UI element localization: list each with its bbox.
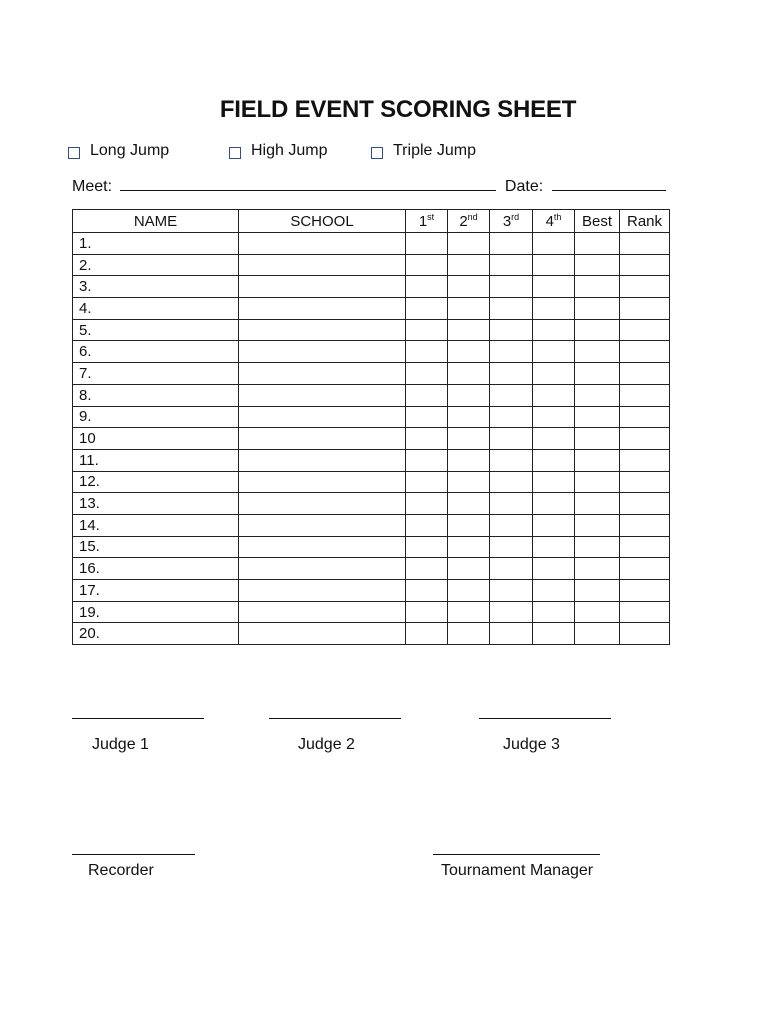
attempt-4-cell[interactable]: [533, 363, 575, 385]
attempt-3-cell[interactable]: [490, 428, 533, 450]
attempt-1-cell[interactable]: [406, 449, 448, 471]
attempt-4-cell[interactable]: [533, 341, 575, 363]
attempt-1-cell[interactable]: [406, 254, 448, 276]
attempt-4-cell[interactable]: [533, 449, 575, 471]
attempt-2-cell[interactable]: [448, 580, 490, 602]
attempt-2-cell[interactable]: [448, 319, 490, 341]
table-row: [73, 536, 670, 558]
school-cell[interactable]: [239, 514, 406, 536]
best-cell[interactable]: [575, 298, 620, 320]
attempt-4-cell[interactable]: [533, 384, 575, 406]
attempt-2-cell[interactable]: [448, 341, 490, 363]
table-row: [73, 341, 670, 363]
row-number: 13.: [73, 493, 239, 515]
table-row: [73, 276, 670, 298]
row-number: 11.: [73, 449, 239, 471]
attempt-4-cell[interactable]: [533, 580, 575, 602]
best-cell[interactable]: [575, 363, 620, 385]
rank-cell[interactable]: [620, 233, 670, 255]
school-cell[interactable]: [239, 449, 406, 471]
attempt-1-cell[interactable]: [406, 536, 448, 558]
rank-cell[interactable]: [620, 384, 670, 406]
rank-cell[interactable]: [620, 493, 670, 515]
attempt-3-cell[interactable]: [490, 341, 533, 363]
attempt-4-cell[interactable]: [533, 276, 575, 298]
row-number: 9.: [73, 406, 239, 428]
school-cell[interactable]: [239, 276, 406, 298]
attempt-2-cell[interactable]: [448, 601, 490, 623]
table-row: [73, 471, 670, 493]
rank-cell[interactable]: [620, 514, 670, 536]
table-row: [73, 580, 670, 602]
attempt-3-cell[interactable]: [490, 514, 533, 536]
attempt-3-cell[interactable]: [490, 493, 533, 515]
header-rank: Rank: [620, 210, 670, 233]
row-number: 12.: [73, 471, 239, 493]
date-label: Date:: [504, 178, 544, 195]
best-cell[interactable]: [575, 319, 620, 341]
school-cell[interactable]: [239, 384, 406, 406]
attempt-1-cell[interactable]: [406, 493, 448, 515]
attempt-2-cell[interactable]: [448, 623, 490, 645]
meet-field[interactable]: [120, 176, 496, 191]
school-cell[interactable]: [239, 406, 406, 428]
table-row: [73, 406, 670, 428]
attempt-1-cell[interactable]: [406, 298, 448, 320]
triple-jump-checkbox[interactable]: [371, 147, 383, 159]
rank-cell[interactable]: [620, 623, 670, 645]
attempt-1-cell[interactable]: [406, 276, 448, 298]
attempt-3-cell[interactable]: [490, 558, 533, 580]
rank-cell[interactable]: [620, 536, 670, 558]
judge-1-signature-line[interactable]: [72, 718, 204, 719]
row-number: 6.: [73, 341, 239, 363]
event-option-high-jump[interactable]: [229, 142, 327, 160]
attempt-4-cell[interactable]: [533, 536, 575, 558]
attempt-2-cell[interactable]: [448, 449, 490, 471]
table-header-row: [73, 210, 670, 233]
long-jump-label: Long Jump: [90, 142, 170, 159]
table-row: [73, 449, 670, 471]
event-option-long-jump[interactable]: [68, 142, 169, 160]
best-cell[interactable]: [575, 471, 620, 493]
table-row: [73, 493, 670, 515]
attempt-4-cell[interactable]: [533, 254, 575, 276]
school-cell[interactable]: [239, 428, 406, 450]
school-cell[interactable]: [239, 471, 406, 493]
row-number: 10: [73, 428, 239, 450]
attempt-3-cell[interactable]: [490, 233, 533, 255]
judge-1-label: Judge 1: [92, 736, 149, 753]
row-number: 1.: [73, 233, 239, 255]
school-cell[interactable]: [239, 558, 406, 580]
table-row: [73, 514, 670, 536]
best-cell[interactable]: [575, 623, 620, 645]
row-number: 5.: [73, 319, 239, 341]
school-cell[interactable]: [239, 536, 406, 558]
row-number: 8.: [73, 384, 239, 406]
attempt-4-cell[interactable]: [533, 319, 575, 341]
table-row: [73, 254, 670, 276]
attempt-3-cell[interactable]: [490, 623, 533, 645]
scoring-table: [72, 209, 670, 645]
row-number: 2.: [73, 254, 239, 276]
attempt-1-cell[interactable]: [406, 428, 448, 450]
rank-cell[interactable]: [620, 341, 670, 363]
attempt-1-cell[interactable]: [406, 319, 448, 341]
rank-cell[interactable]: [620, 363, 670, 385]
attempt-2-cell[interactable]: [448, 493, 490, 515]
attempt-1-cell[interactable]: [406, 514, 448, 536]
best-cell[interactable]: [575, 536, 620, 558]
attempt-4-cell[interactable]: [533, 514, 575, 536]
judge-3-label: Judge 3: [503, 736, 560, 753]
attempt-4-cell[interactable]: [533, 298, 575, 320]
judge-2-signature-line[interactable]: [269, 718, 401, 719]
header-attempt-4: 4th: [533, 210, 575, 233]
recorder-signature-line[interactable]: [72, 854, 195, 855]
header-best: Best: [575, 210, 620, 233]
row-number: 17.: [73, 580, 239, 602]
high-jump-label: High Jump: [251, 142, 328, 159]
attempt-4-cell[interactable]: [533, 471, 575, 493]
school-cell[interactable]: [239, 319, 406, 341]
rank-cell[interactable]: [620, 449, 670, 471]
table-row: [73, 558, 670, 580]
rank-cell[interactable]: [620, 298, 670, 320]
attempt-3-cell[interactable]: [490, 580, 533, 602]
school-cell[interactable]: [239, 341, 406, 363]
attempt-4-cell[interactable]: [533, 623, 575, 645]
table-row: [73, 298, 670, 320]
rank-cell[interactable]: [620, 254, 670, 276]
attempt-2-cell[interactable]: [448, 558, 490, 580]
school-cell[interactable]: [239, 623, 406, 645]
high-jump-checkbox[interactable]: [229, 147, 241, 159]
school-cell[interactable]: [239, 363, 406, 385]
attempt-4-cell[interactable]: [533, 558, 575, 580]
table-row: [73, 363, 670, 385]
school-cell[interactable]: [239, 298, 406, 320]
row-number: 19.: [73, 601, 239, 623]
row-number: 15.: [73, 536, 239, 558]
attempt-3-cell[interactable]: [490, 319, 533, 341]
row-number: 7.: [73, 363, 239, 385]
attempt-3-cell[interactable]: [490, 601, 533, 623]
school-cell[interactable]: [239, 601, 406, 623]
attempt-4-cell[interactable]: [533, 406, 575, 428]
attempt-2-cell[interactable]: [448, 233, 490, 255]
attempt-3-cell[interactable]: [490, 471, 533, 493]
best-cell[interactable]: [575, 514, 620, 536]
best-cell[interactable]: [575, 428, 620, 450]
meet-label: Meet:: [72, 178, 113, 195]
manager-label: Tournament Manager: [441, 862, 594, 879]
table-row: [73, 601, 670, 623]
attempt-1-cell[interactable]: [406, 623, 448, 645]
header-attempt-1: 1st: [406, 210, 448, 233]
row-number: 3.: [73, 276, 239, 298]
attempt-1-cell[interactable]: [406, 471, 448, 493]
rank-cell[interactable]: [620, 406, 670, 428]
best-cell[interactable]: [575, 493, 620, 515]
school-cell[interactable]: [239, 254, 406, 276]
attempt-3-cell[interactable]: [490, 406, 533, 428]
long-jump-checkbox[interactable]: [68, 147, 80, 159]
triple-jump-label: Triple Jump: [393, 142, 476, 159]
header-attempt-3: 3rd: [490, 210, 533, 233]
row-number: 16.: [73, 558, 239, 580]
attempt-2-cell[interactable]: [448, 254, 490, 276]
attempt-2-cell[interactable]: [448, 363, 490, 385]
rank-cell[interactable]: [620, 276, 670, 298]
attempt-1-cell[interactable]: [406, 363, 448, 385]
rank-cell[interactable]: [620, 558, 670, 580]
attempt-1-cell[interactable]: [406, 558, 448, 580]
attempt-1-cell[interactable]: [406, 233, 448, 255]
attempt-2-cell[interactable]: [448, 471, 490, 493]
meet-date-row: [72, 176, 666, 196]
attempt-1-cell[interactable]: [406, 406, 448, 428]
attempt-3-cell[interactable]: [490, 298, 533, 320]
date-field[interactable]: [552, 176, 666, 191]
rank-cell[interactable]: [620, 428, 670, 450]
attempt-4-cell[interactable]: [533, 428, 575, 450]
attempt-2-cell[interactable]: [448, 276, 490, 298]
school-cell[interactable]: [239, 580, 406, 602]
table-row: [73, 319, 670, 341]
rank-cell[interactable]: [620, 580, 670, 602]
attempt-1-cell[interactable]: [406, 341, 448, 363]
header-attempt-2: 2nd: [448, 210, 490, 233]
attempt-1-cell[interactable]: [406, 601, 448, 623]
attempt-1-cell[interactable]: [406, 580, 448, 602]
judge-3-signature-line[interactable]: [479, 718, 611, 719]
best-cell[interactable]: [575, 254, 620, 276]
table-row: [73, 623, 670, 645]
attempt-4-cell[interactable]: [533, 493, 575, 515]
row-number: 20.: [73, 623, 239, 645]
rank-cell[interactable]: [620, 319, 670, 341]
best-cell[interactable]: [575, 384, 620, 406]
page-title: FIELD EVENT SCORING SHEET: [219, 96, 577, 123]
best-cell[interactable]: [575, 233, 620, 255]
table-row: [73, 384, 670, 406]
table-row: [73, 233, 670, 255]
attempt-3-cell[interactable]: [490, 449, 533, 471]
best-cell[interactable]: [575, 558, 620, 580]
attempt-2-cell[interactable]: [448, 384, 490, 406]
rank-cell[interactable]: [620, 601, 670, 623]
attempt-4-cell[interactable]: [533, 233, 575, 255]
attempt-3-cell[interactable]: [490, 536, 533, 558]
attempt-3-cell[interactable]: [490, 384, 533, 406]
best-cell[interactable]: [575, 406, 620, 428]
rank-cell[interactable]: [620, 471, 670, 493]
manager-signature-line[interactable]: [433, 854, 600, 855]
attempt-3-cell[interactable]: [490, 363, 533, 385]
judge-2-label: Judge 2: [298, 736, 355, 753]
best-cell[interactable]: [575, 449, 620, 471]
attempt-4-cell[interactable]: [533, 601, 575, 623]
attempt-2-cell[interactable]: [448, 428, 490, 450]
attempt-1-cell[interactable]: [406, 384, 448, 406]
table-row: [73, 428, 670, 450]
best-cell[interactable]: [575, 276, 620, 298]
header-name: NAME: [73, 210, 239, 233]
attempt-2-cell[interactable]: [448, 406, 490, 428]
attempt-2-cell[interactable]: [448, 536, 490, 558]
attempt-3-cell[interactable]: [490, 276, 533, 298]
row-number: 14.: [73, 514, 239, 536]
best-cell[interactable]: [575, 580, 620, 602]
header-school: SCHOOL: [239, 210, 406, 233]
attempt-2-cell[interactable]: [448, 298, 490, 320]
recorder-label: Recorder: [88, 862, 154, 879]
school-cell[interactable]: [239, 233, 406, 255]
school-cell[interactable]: [239, 493, 406, 515]
row-number: 4.: [73, 298, 239, 320]
attempt-3-cell[interactable]: [490, 254, 533, 276]
attempt-2-cell[interactable]: [448, 514, 490, 536]
best-cell[interactable]: [575, 341, 620, 363]
best-cell[interactable]: [575, 601, 620, 623]
event-option-triple-jump[interactable]: [371, 142, 476, 160]
